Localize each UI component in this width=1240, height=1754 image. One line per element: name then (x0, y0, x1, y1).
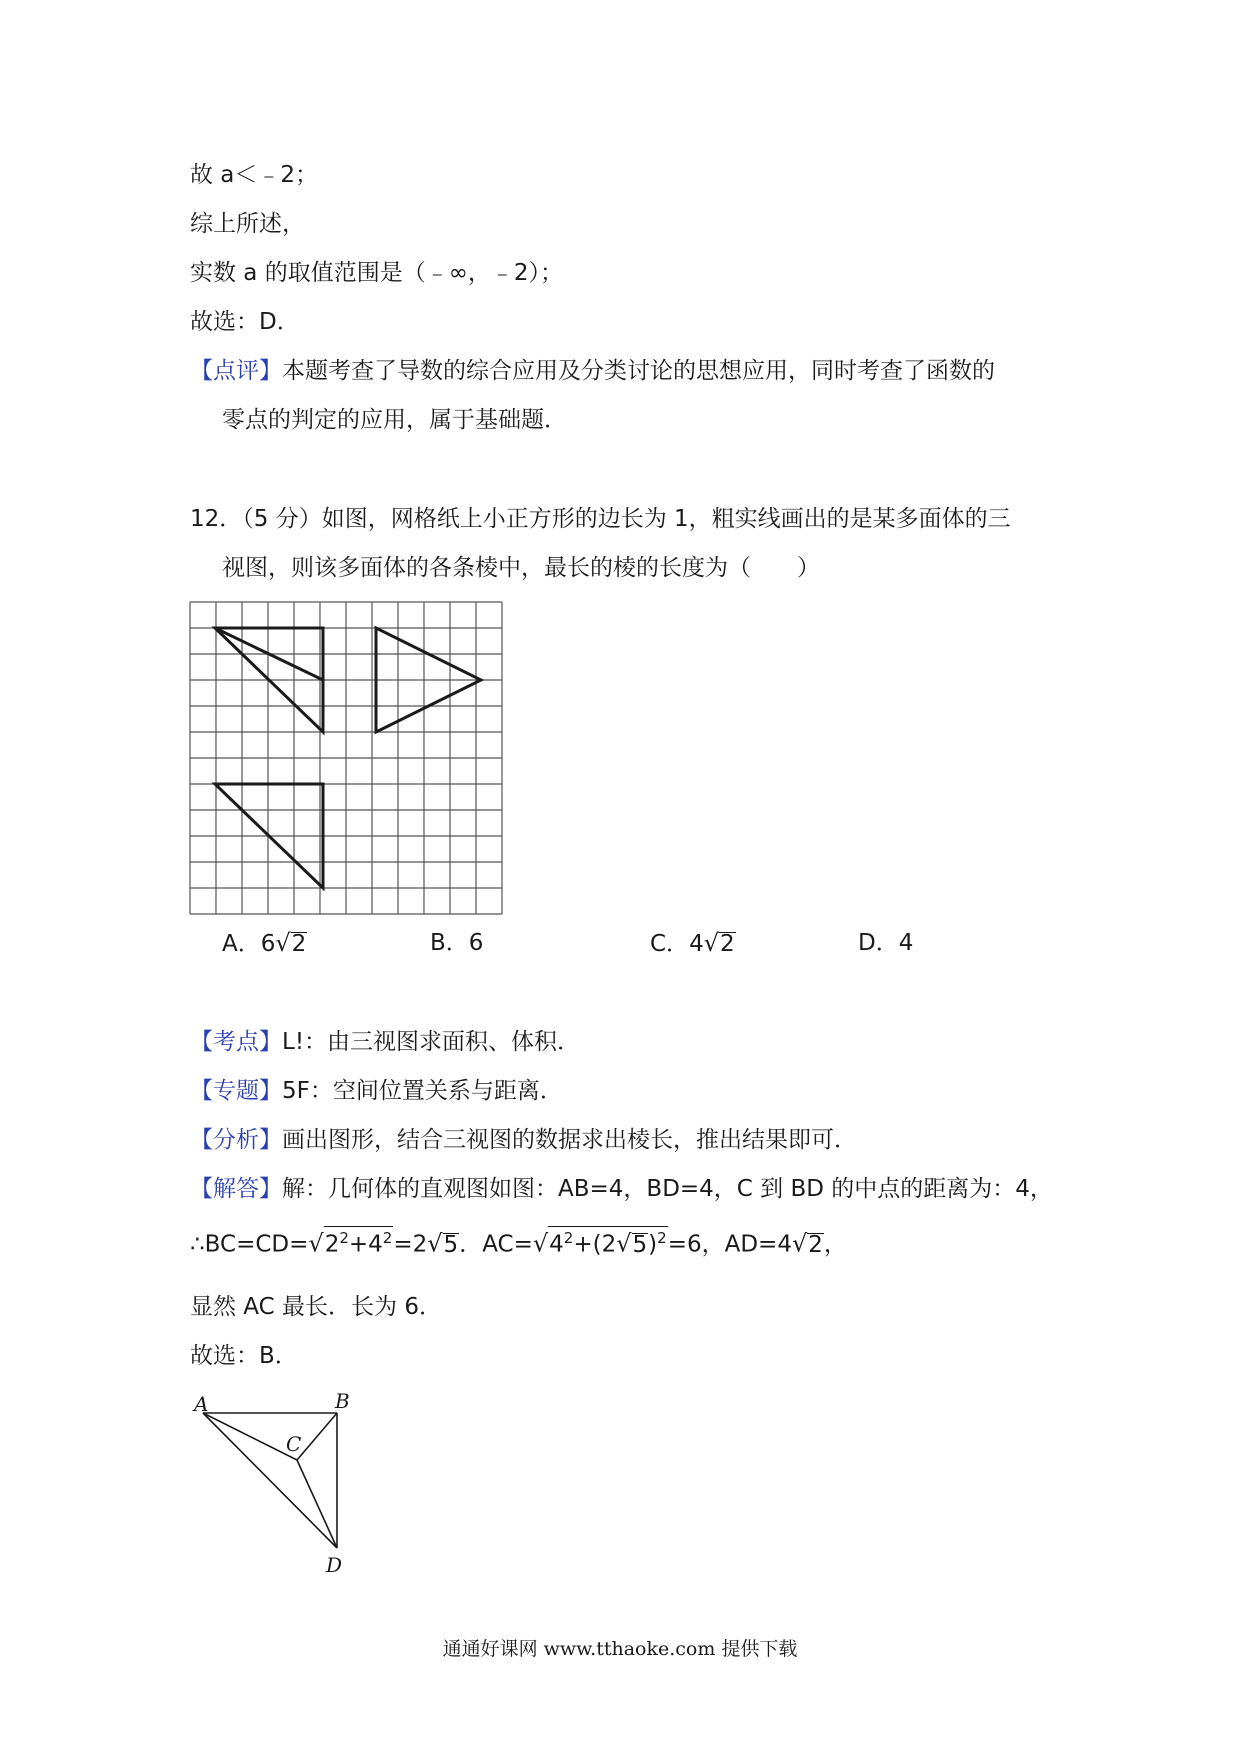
option-a-coef: 6 (260, 931, 276, 957)
sqrt-icon: √ (275, 929, 291, 957)
review-text-1: 本题考查了导数的综合应用及分类讨论的思想应用，同时考查了函数的 (282, 358, 995, 384)
zhuanti-text: 5F：空间位置关系与距离． (282, 1078, 563, 1104)
option-c-coef: 4 (689, 931, 704, 957)
vertex-label-a: A (194, 1392, 209, 1416)
page-footer: 通通好课网 www.tthaoke.com 提供下载 (442, 1638, 798, 1660)
formula-end: ， (823, 1231, 847, 1258)
vertex-label-b: B (335, 1389, 350, 1413)
formula-radicand-5a: 5 (443, 1231, 459, 1258)
fenxi-tag: 【分析】 (190, 1127, 282, 1153)
formula-dot: ．AC= (459, 1231, 533, 1258)
conclusion-line: 显然 AC 最长．长为 6． (190, 1294, 442, 1320)
sqrt-icon: √ (532, 1229, 549, 1258)
zhuanti-tag: 【专题】 (190, 1078, 282, 1104)
option-d-label: D． (858, 930, 899, 956)
vertex-label-c: C (286, 1432, 302, 1456)
formula-radical-1: $2^2+4^2$ (324, 1226, 394, 1256)
formula-radical-2: $4^2+(2√5)^2$ (548, 1226, 668, 1256)
text-line-3: 实数 a 的取值范围是（﹣∞，﹣2）； (190, 260, 564, 286)
option-c-radicand: 2 (720, 931, 735, 957)
option-a-label: A． (222, 931, 261, 957)
question-12-line-2: 视图，则该多面体的各条棱中，最长的棱的长度为（ ） (222, 555, 820, 581)
formula-eq-1: =2 (393, 1231, 428, 1258)
formula-eq-2: =6，AD=4 (667, 1231, 792, 1258)
option-c-label: C． (650, 931, 690, 957)
fenxi-text: 画出图形，结合三视图的数据求出棱长，推出结果即可． (282, 1127, 857, 1153)
text-line-4: 故选：D． (190, 309, 300, 335)
kaodian-tag: 【考点】 (190, 1029, 282, 1055)
jieda-tag: 【解答】 (190, 1176, 282, 1202)
review-tag: 【点评】 (190, 358, 282, 384)
option-b-value: 6 (468, 930, 484, 956)
vertex-label-d: D (326, 1553, 343, 1577)
sqrt-icon: √ (703, 929, 719, 957)
question-12-line-1: 12．（5 分）如图，网格纸上小正方形的边长为 1，粗实线画出的是某多面体的三 (190, 506, 1011, 532)
text-line-2: 综上所述， (190, 211, 305, 237)
formula-therefore: ∴BC=CD= (190, 1231, 309, 1258)
sqrt-icon: √ (308, 1229, 324, 1258)
review-line-2: 零点的判定的应用，属于基础题． (222, 407, 567, 433)
option-b-label: B． (430, 930, 469, 956)
answer-line: 故选：B． (190, 1343, 298, 1369)
formula-radicand-2: 2 (808, 1231, 823, 1258)
text-line-1: 故 a＜﹣2； (190, 162, 319, 188)
kaodian-text: L!：由三视图求面积、体积． (282, 1029, 581, 1055)
sqrt-icon: √ (427, 1229, 443, 1258)
option-a-radicand: 2 (291, 931, 307, 957)
sqrt-icon: √ (791, 1229, 808, 1258)
option-d-value: 4 (898, 930, 914, 956)
jieda-text: 解：几何体的直观图如图：AB=4，BD=4，C 到 BD 的中点的距离为：4， (282, 1176, 1053, 1202)
